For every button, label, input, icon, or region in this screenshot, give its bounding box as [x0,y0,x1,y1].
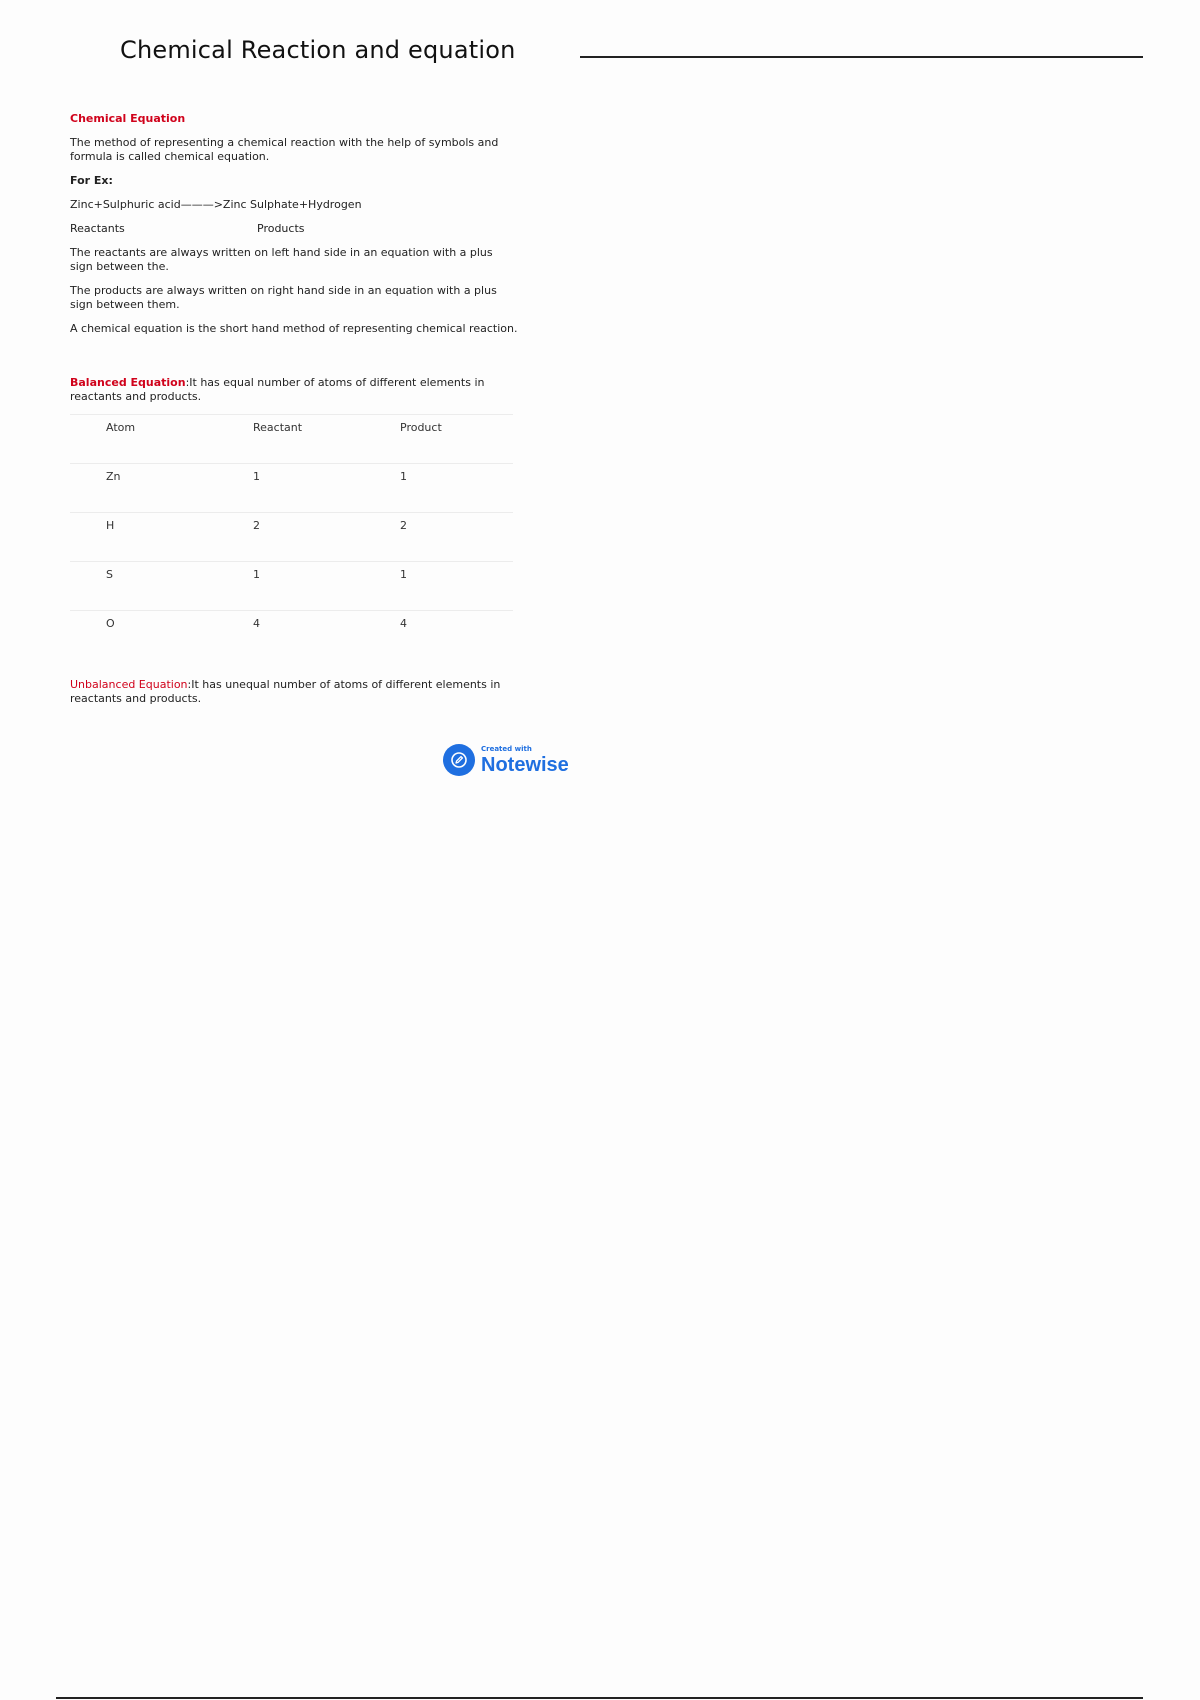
example-label: For Ex: [70,174,113,187]
table-cell: 2 [400,519,407,532]
logo-brand-text: Notewise [481,753,569,776]
unbalanced-equation-text: :It has unequal number of atoms of different elements in reactants and products. [70,678,501,705]
document-body [70,112,518,716]
balanced-equation-heading: Balanced Equation [70,376,186,389]
balanced-equation-paragraph [70,376,518,404]
reactants-note: The reactants are always written on left hand side in an equation with a plus sign between the. [70,246,493,273]
table-cell: Zn [106,470,121,483]
table-row [70,562,513,611]
table-cell: S [106,568,113,581]
table-cell: 4 [253,617,260,630]
chemical-equation-section [70,112,518,126]
table-header-row [70,415,513,464]
example-equation: Zinc+Sulphuric acid———>Zinc Sulphate+Hydrogen [70,198,362,211]
logo-small-text: Created with [481,744,532,753]
products-note: The products are always written on right hand side in an equation with a plus sign between them. [70,284,497,311]
chemical-equation-summary: A chemical equation is the short hand method of representing chemical reaction. [70,322,518,335]
unbalanced-equation-paragraph [70,678,518,706]
bottom-rule [56,1697,1143,1699]
chemical-equation-heading: Chemical Equation [70,112,186,125]
page-title: Chemical Reaction and equation [120,36,516,64]
table-cell: 1 [253,568,260,581]
table-cell: 1 [400,470,407,483]
notewise-logo [443,743,569,777]
logo-text [481,746,569,775]
pencil-icon [443,744,475,776]
table-cell: 4 [400,617,407,630]
table-header-cell: Reactant [253,421,303,434]
section-spacer [70,346,518,376]
title-rule [580,56,1143,58]
reactants-label: Reactants [70,222,125,235]
products-label: Products [257,222,305,235]
table-cell: O [106,617,115,630]
chemical-equation-definition: The method of representing a chemical reaction with the help of symbols and formula is called chemical equation. [70,136,499,163]
atom-count-table [70,414,513,660]
section-spacer [70,660,518,678]
table-cell: 2 [253,519,260,532]
reactants-products-labels [70,222,518,236]
table-row [70,611,513,660]
table-cell: H [106,519,115,532]
table-cell: 1 [253,470,260,483]
table-header-cell: Atom [106,421,136,434]
unbalanced-equation-heading: Unbalanced Equation [70,678,188,691]
table-row [70,464,513,513]
balanced-equation-text: :It has equal number of atoms of different elements in reactants and products. [70,376,485,403]
table-row [70,513,513,562]
table-cell: 1 [400,568,407,581]
table-header-cell: Product [400,421,442,434]
